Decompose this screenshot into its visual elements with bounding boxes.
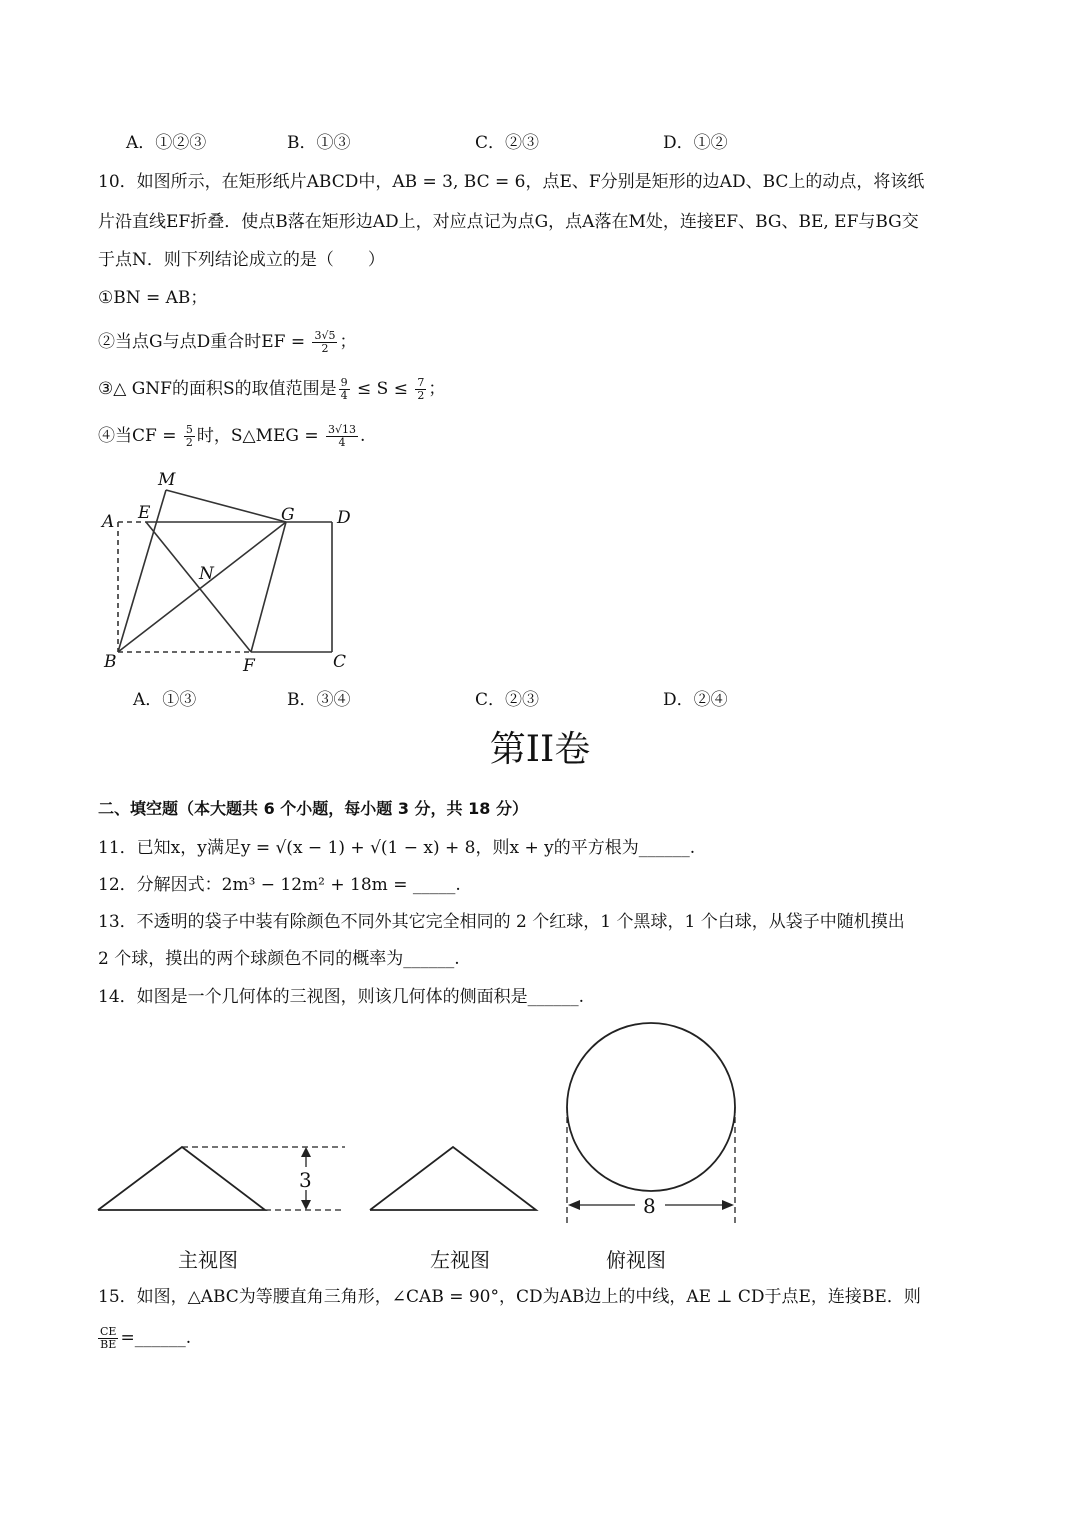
front-view-triangle: [98, 1147, 265, 1210]
q14-text: 14．如图是一个几何体的三视图，则该几何体的侧面积是______.: [98, 987, 585, 1007]
s4-num2: 3√13: [328, 423, 357, 436]
s4-den1: 2: [185, 436, 193, 449]
s3-fraction-2: [415, 377, 426, 402]
fig-label-c: C: [333, 652, 347, 672]
fig-label-d: D: [337, 508, 351, 528]
caption-top-view: 俯视图: [606, 1248, 666, 1272]
q12-text: 12．分解因式：2m³ − 12m² + 18m = _____.: [98, 875, 461, 895]
q15-den: BE: [100, 1338, 117, 1351]
left-view-triangle: [370, 1147, 536, 1210]
s3-fraction-1: [339, 377, 350, 402]
q15-fraction: [98, 1326, 118, 1351]
q10-statement-4: [98, 424, 365, 449]
q10-rectangle-figure: [96, 465, 366, 680]
width-label: 8: [643, 1194, 656, 1218]
section-heading: 二、填空题（本大题共 6 个小题，每小题 3 分，共 18 分）: [98, 799, 528, 818]
caption-left-view: 左视图: [430, 1248, 490, 1272]
q10-option-c: C．②③: [475, 690, 540, 710]
fig-label-f: F: [243, 656, 255, 676]
caption-front-view: 主视图: [178, 1248, 238, 1272]
s4-num1: 5: [185, 423, 193, 436]
s2-post: ；: [339, 332, 357, 352]
fig-label-a: A: [102, 512, 115, 532]
q10-statement-1: ①BN = AB；: [98, 288, 208, 308]
s4-fraction-2: [326, 424, 358, 449]
s4-text: ④当CF =: [98, 426, 182, 446]
q9-option-d: D．①②: [663, 133, 728, 153]
s3-den2: 2: [417, 389, 425, 402]
s3-text: ③△ GNF的面积S的取值范围是: [98, 379, 337, 399]
fig-edge-gf: [251, 522, 286, 652]
s3-post: ；: [428, 379, 446, 399]
fig-label-b: B: [104, 652, 117, 672]
q10-line-1: 10．如图所示，在矩形纸片ABCD中，AB = 3, BC = 6，点E、F分别是矩形的边AD、BC上的动点，将该纸: [98, 172, 925, 192]
q10-option-b: B．③④: [287, 690, 351, 710]
s2-text: ②当点G与点D重合时EF =: [98, 332, 311, 352]
height-label: 3: [299, 1168, 312, 1192]
s2-fraction: [312, 330, 337, 355]
q14-three-views-figure: [90, 1015, 760, 1240]
fig-label-g: G: [281, 505, 295, 525]
q10-option-a: A．①③: [133, 690, 197, 710]
q11-text: 11．已知x，y满足y = √(x − 1) + √(1 − x) + 8，则x + y的平方根为______.: [98, 838, 696, 858]
s4-mid: 时，S△MEG =: [196, 426, 325, 446]
s4-post: .: [360, 426, 366, 446]
q10-statement-2: [98, 330, 356, 355]
s4-den2: 4: [338, 436, 346, 449]
part-title: 第II卷: [489, 729, 591, 770]
fig-edge-ef: [146, 522, 251, 652]
fig-edge-mg: [166, 490, 286, 522]
q10-line-3: 于点N．则下列结论成立的是（ ）: [98, 250, 385, 270]
fig-label-m: M: [158, 470, 176, 490]
fig-edge-bg: [118, 522, 286, 652]
width-arrowhead-left: [568, 1200, 580, 1210]
q15-line-1: 15．如图，△ABC为等腰直角三角形，∠CAB = 90°，CD为AB边上的中线，AE ⊥ CD于点E，连接BE．则: [98, 1287, 921, 1307]
height-arrowhead-down: [301, 1200, 311, 1210]
q10-statement-3: [98, 377, 445, 402]
q15-line-2: [98, 1326, 191, 1351]
fig-label-e: E: [138, 503, 151, 523]
s3-mid: ≤ S ≤: [351, 379, 414, 399]
q15-num: CE: [100, 1325, 117, 1338]
width-arrowhead-right: [722, 1200, 734, 1210]
height-arrowhead-up: [301, 1147, 311, 1157]
s2-num: 3√5: [314, 329, 336, 342]
q13-line-2: 2 个球，摸出的两个球颜色不同的概率为______.: [98, 949, 460, 969]
fig-label-n: N: [199, 564, 214, 584]
top-view-circle: [567, 1023, 735, 1191]
s3-den1: 4: [340, 389, 348, 402]
q10-line-2: 片沿直线EF折叠．使点B落在矩形边AD上，对应点记为点G，点A落在M处，连接EF、BG、BE, EF与BG交: [98, 212, 919, 232]
q9-option-b: B．①③: [287, 133, 351, 153]
s4-fraction-1: [184, 424, 195, 449]
s2-den: 2: [321, 342, 329, 355]
q9-option-a: A．①②③: [126, 133, 207, 153]
s3-num2: 7: [417, 376, 425, 389]
q9-option-c: C．②③: [475, 133, 540, 153]
q13-line-1: 13．不透明的袋子中装有除颜色不同外其它完全相同的 2 个红球，1 个黑球，1 个白球，从袋子中随机摸出: [98, 912, 905, 932]
s3-num1: 9: [340, 376, 348, 389]
q10-option-d: D．②④: [663, 690, 728, 710]
q15-answer-blank: =______.: [120, 1328, 192, 1348]
